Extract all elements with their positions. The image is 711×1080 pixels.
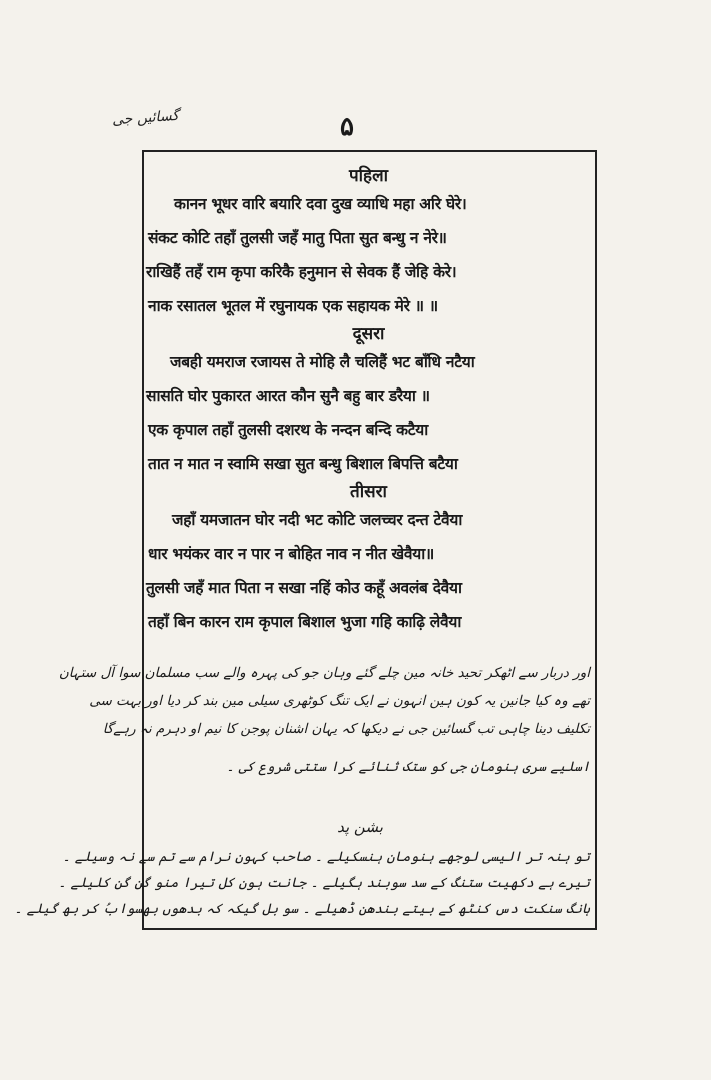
page-number: ۵	[340, 112, 354, 142]
section-title: بشن پد	[337, 818, 383, 836]
urdu-verse-line: تو ہنہ تر الیسی لوجھے ہنومان ہنسکیلے ۔ صاحب کہون نرام سے تم سے نہ وسیلے ۔	[62, 849, 590, 865]
verse-line: एक कृपाल तहाँ तुलसी दशरथ के नन्दन बन्दि कटैया	[148, 421, 428, 439]
verse-line: संकट कोटि तहाँ तुलसी जहँ मातु पिता सुत बन्धु न नेरे॥	[148, 229, 447, 247]
prose-line: تھے وہ کیا جانین یہ کون ہین انہون نے ایک تنگ کوٹھری سیلی مین بند کر دیا اور بہت سی	[89, 693, 590, 709]
prose-line: تکلیف دینا چاہی تب گسائین جی نے دیکھا کہ یہان اشنان پوجن کا نیم او دہرم نہ رہےگا	[102, 721, 590, 737]
verse-line: राखिहैं तहँ राम कृपा करिकै हनुमान से सेवक हैं जेहि केरे।	[146, 263, 457, 281]
verse-heading-2: दूसरा	[352, 324, 385, 344]
verse-line: तहाँ बिन कारन राम कृपाल बिशाल भुजा गहि काढ़ि लेवैया	[148, 613, 462, 631]
prose-line: اسلیے سری ہنومان جی کو ستک ثنائے کرا ستتی شروع کی ۔	[226, 759, 590, 775]
margin-note: گسائیں جی	[111, 107, 180, 129]
verse-line: कानन भूधर वारि बयारि दवा दुख व्याधि महा अरि घेरे।	[174, 195, 467, 213]
verse-line: जहाँ यमजातन घोर नदी भट कोटि जलच्चर दन्त टेवैया	[172, 511, 463, 529]
urdu-verse-line: تیرے ہے دکھیت ستنگ کے سد سوبند ہگیلے ۔ جانت ہون کل تیرا منو گن گن کلیلے ۔	[58, 875, 590, 891]
verse-line: नाक रसातल भूतल में रघुनायक एक सहायक मेरे ॥ ॥	[148, 297, 438, 315]
prose-line: اور دربار سے اٹھکر تحید خانہ مین چلے گئے وہان جو کی پہرہ والے سب مسلمان سوا آل ستہان	[58, 665, 590, 681]
verse-line: तुलसी जहँ मात पिता न सखा नहिं कोउ कहूँ अवलंब देवैया	[146, 579, 462, 597]
verse-line: धार भयंकर वार न पार न बोहित नाव न नीत खेवैया॥	[148, 545, 434, 563]
verse-heading-3: तीसरा	[350, 482, 387, 502]
verse-line: जबही यमराज रजायस ते मोहि लै चलिहैं भट बाँधि नटैया	[170, 353, 475, 371]
verse-line: तात न मात न स्वामि सखा सुत बन्धु बिशाल बिपत्ति बटैया	[148, 455, 458, 473]
verse-heading-1: पहिला	[348, 166, 388, 186]
urdu-verse-line: ہانگ سنکت دس کنٹھ کے بیتے بندھن ڈھیلے ۔ سو بل گیکہ کہ بدھوں بھسوابُ کر بھ گیلے ۔	[14, 901, 590, 917]
verse-line: सासति घोर पुकारत आरत कौन सुनै बहु बार डरैया ॥	[146, 387, 430, 405]
verse-area	[146, 165, 591, 639]
